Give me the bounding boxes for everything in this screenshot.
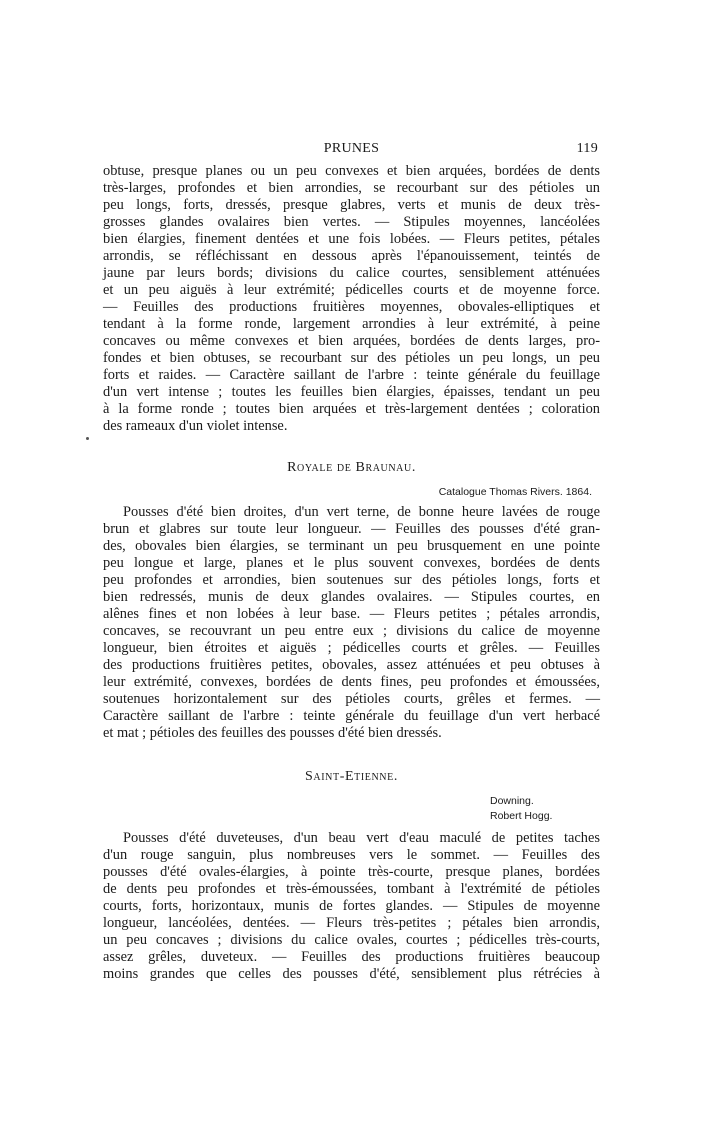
text-line: et un peu aiguës à leur extrémité; pédicelles courts et de moyenne force. — [103, 282, 600, 298]
text-line: Caractère saillant de l'arbre : teinte générale du feuillage d'un vert herbacé — [103, 708, 600, 724]
section-title: Saint-Etienne. — [305, 769, 398, 784]
section-title: Royale de Braunau. — [287, 460, 416, 475]
text-line: pousses d'été ovales-élargies, à pointe très-courte, presque planes, bordées — [103, 864, 600, 880]
text-line: longueur, lancéolées, dentées. — Fleurs très-petites ; pétales bien arrondis, — [103, 915, 600, 931]
text-line: assez grêles, duveteux. — Feuilles des productions fruitières beaucoup — [103, 949, 600, 965]
text-line: Pousses d'été duveteuses, d'un beau vert d'eau maculé de petites taches — [123, 830, 600, 846]
reference: Downing. — [490, 795, 534, 807]
description-paragraph — [103, 504, 600, 742]
text-line: peu profondes et arrondies, bien soutenues sur des pétioles longs, forts et — [103, 572, 600, 588]
text-line: alênes fines et non lobées à leur base. — Fleurs petites ; pétales arrondis, — [103, 606, 600, 622]
text-line: soutenues horizontalement sur des pétioles courts, grêles et fermes. — — [103, 691, 600, 707]
reference: Catalogue Thomas Rivers. 1864. — [438, 486, 592, 498]
text-line: tendant à la forme ronde, largement arrondies à leur extrémité, à peine — [103, 316, 600, 332]
text-line: — Feuilles des productions fruitières moyennes, obovales-elliptiques et — [103, 299, 600, 315]
text-line: forts et raides. — Caractère saillant de l'arbre : teinte générale du feuillage — [103, 367, 600, 383]
text-line: un peu concaves ; divisions du calice ovales, courtes ; pédicelles très-courts, — [103, 932, 600, 948]
text-line: brun et glabres sur toute leur longueur. — Feuilles des pousses d'été gran- — [103, 521, 600, 537]
text-line: de dents peu profondes et très-émoussées, tombant à l'extrémité de pétioles — [103, 881, 600, 897]
text-line: des rameaux d'un violet intense. — [103, 418, 288, 434]
text-line: bien élargies, finement dentées et une fois lobées. — Fleurs petites, pétales — [103, 231, 600, 247]
text-line: à la forme ronde ; toutes bien arquées et très-largement dentées ; coloration — [103, 401, 600, 417]
text-line: obtuse, presque planes ou un peu convexes et bien arquées, bordées de dents — [103, 163, 600, 179]
section-saint-etienne — [103, 768, 600, 983]
text-line: concaves ou même convexes et bien arquées, bordées de dents larges, pro- — [103, 333, 600, 349]
text-line: grosses glandes ovalaires bien vertes. — Stipules moyennes, lancéolées — [103, 214, 600, 230]
text-line: et mat ; pétioles des feuilles des pousses d'été bien dressés. — [103, 725, 442, 741]
text-line: très-larges, profondes et bien arrondies, se recourbant sur des pétioles un — [103, 180, 600, 196]
running-head — [103, 140, 600, 160]
running-title: PRUNES — [323, 141, 380, 156]
text-line: arrondis, se réfléchissant en dessous après l'épanouissement, teintés de — [103, 248, 600, 264]
text-line: bien redressés, munis de deux glandes ovalaires. — Stipules courtes, en — [103, 589, 600, 605]
text-line: moins grandes que celles des pousses d'été, sensiblement plus rétrécies à — [103, 966, 600, 982]
text-line: longueur, bien étroites et aiguës ; pédicelles courts et grêles. — Feuilles — [103, 640, 600, 656]
text-line: peu longue et large, planes et le plus souvent convexes, bordées de dents — [103, 555, 600, 571]
text-line: courts, forts, horizontaux, munis de fortes glandes. — Stipules de moyenne — [103, 898, 600, 914]
page-number: 119 — [576, 141, 598, 156]
text-line: leur extrémité, convexes, bordées de dents fines, peu profondes et émoussées, — [103, 674, 600, 690]
text-line: peu longs, forts, dressés, presque glabres, verts et munis de deux très- — [103, 197, 600, 213]
margin-mark — [86, 437, 89, 440]
references — [103, 794, 600, 824]
continued-paragraph — [103, 163, 600, 435]
book-page — [103, 140, 600, 983]
description-paragraph — [103, 830, 600, 983]
text-line: des productions fruitières petites, obovales, assez atténuées et peu obtuses à — [103, 657, 600, 673]
text-line: fondes et bien obtuses, se recourbant sur des pétioles un peu longs, un peu — [103, 350, 600, 366]
text-line: jaune par leurs bords; divisions du calice courtes, sensiblement atténuées — [103, 265, 600, 281]
section-royale-de-braunau — [103, 459, 600, 742]
reference: Robert Hogg. — [490, 810, 553, 822]
text-line: des, obovales bien élargies, se terminant un peu brusquement en une pointe — [103, 538, 600, 554]
text-line: Pousses d'été bien droites, d'un vert terne, de bonne heure lavées de rouge — [123, 504, 600, 520]
text-line: d'un rouge sanguin, plus nombreuses vers le sommet. — Feuilles des — [103, 847, 600, 863]
text-line: concaves, se recouvrant un peu entre eux ; divisions du calice de moyenne — [103, 623, 600, 639]
text-line: d'un vert intense ; toutes les feuilles bien élargies, épaisses, tendant un peu — [103, 384, 600, 400]
